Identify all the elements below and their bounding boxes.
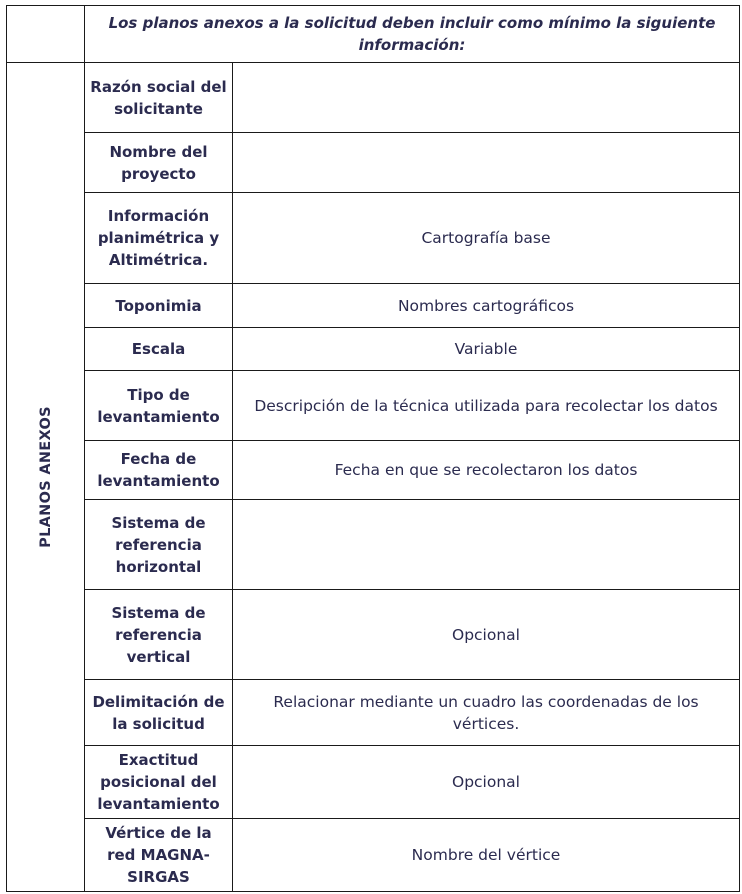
table-row (7, 746, 740, 819)
row-value: Opcional (233, 590, 740, 680)
row-label: Sistema de referencia horizontal (85, 500, 233, 590)
row-label: Información planimétrica y Altimétrica. (85, 193, 233, 284)
table-row (7, 590, 740, 680)
section-label: PLANOS ANEXOS (37, 406, 54, 548)
table-row (7, 680, 740, 746)
table-row (7, 284, 740, 328)
row-label: Tipo de levantamiento (85, 371, 233, 441)
row-label: Exactitud posicional del levantamiento (85, 746, 233, 819)
row-label: Escala (85, 328, 233, 371)
row-value: Nombres cartográficos (233, 284, 740, 328)
row-label: Toponimia (85, 284, 233, 328)
row-value (233, 500, 740, 590)
table-row (7, 500, 740, 590)
row-value: Descripción de la técnica utilizada para recolectar los datos (233, 371, 740, 441)
row-label: Fecha de levantamiento (85, 441, 233, 500)
table-row (7, 441, 740, 500)
row-value: Opcional (233, 746, 740, 819)
row-label: Sistema de referencia vertical (85, 590, 233, 680)
table-row (7, 371, 740, 441)
row-value: Relacionar mediante un cuadro las coordenadas de los vértices. (233, 680, 740, 746)
table-row (7, 63, 740, 133)
table-row (7, 819, 740, 892)
table-row (7, 133, 740, 193)
header-row (7, 6, 740, 63)
header-text: Los planos anexos a la solicitud deben incluir como mínimo la siguiente información: (85, 6, 740, 63)
row-value: Cartografía base (233, 193, 740, 284)
planos-anexos-table (6, 5, 740, 892)
table-row (7, 328, 740, 371)
row-value (233, 63, 740, 133)
row-label: Nombre del proyecto (85, 133, 233, 193)
table-row (7, 193, 740, 284)
row-value: Fecha en que se recolectaron los datos (233, 441, 740, 500)
header-corner-cell (7, 6, 85, 63)
row-label: Delimitación de la solicitud (85, 680, 233, 746)
row-value (233, 133, 740, 193)
row-label: Razón social del solicitante (85, 63, 233, 133)
row-label: Vértice de la red MAGNA-SIRGAS (85, 819, 233, 892)
section-label-cell (7, 63, 85, 892)
row-value: Nombre del vértice (233, 819, 740, 892)
row-value: Variable (233, 328, 740, 371)
